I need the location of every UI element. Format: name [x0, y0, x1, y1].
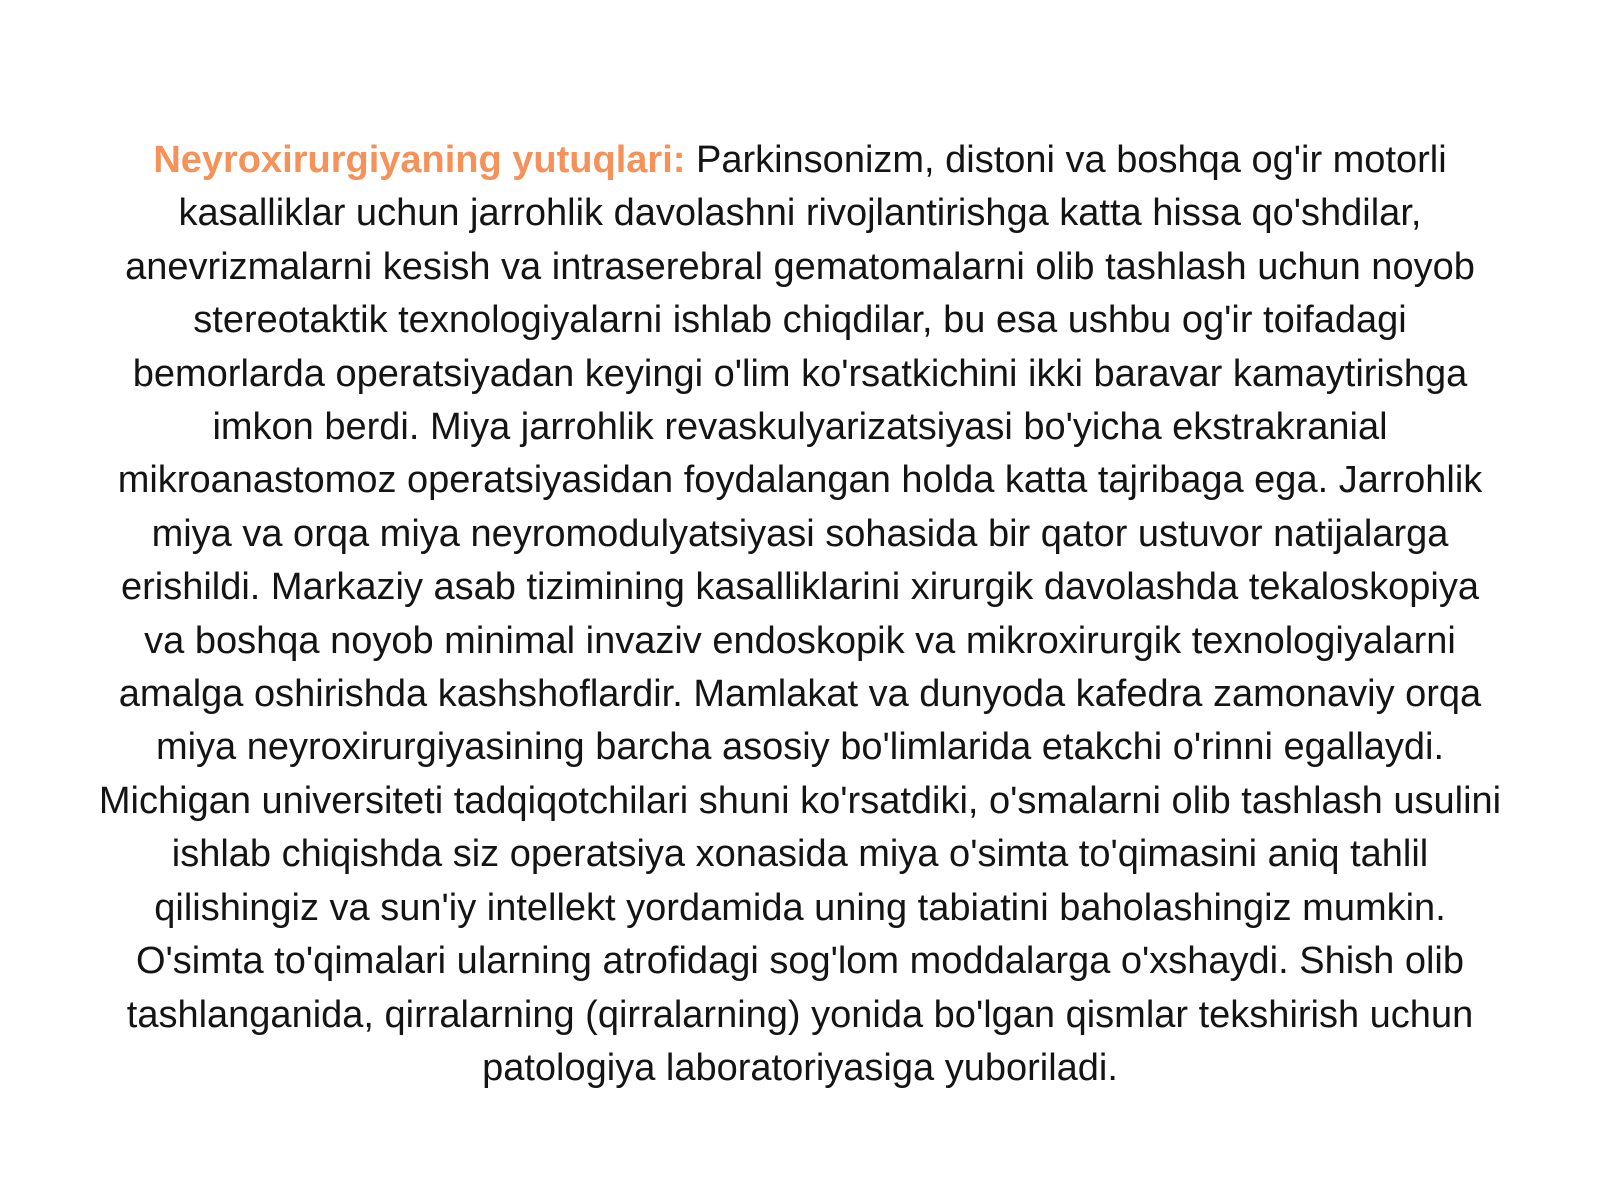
- lead-label: Neyroxirurgiyaning yutuqlari:: [153, 139, 686, 181]
- body-text: Parkinsonizm, distoni va boshqa og'ir motorli kasalliklar uchun jarrohlik davolashni rivojlantirishga katta hissa qo'shdilar, anevrizmalarni kesish va intraserebral gematomalarni olib tashlash uchun noyob stereotaktik texnologiyalarni ishlab chiqdilar, bu esa ushbu og'ir toifadagi bemorlarda operatsiyadan keyingi o'lim ko'rsatkichini ikki baravar kamaytirishga imkon berdi. Miya jarrohlik revaskulyarizatsiyasi bo'yicha ekstrakranial mikroanastomoz operatsiyasidan foydalangan holda katta tajribaga ega. Jarrohlik miya va orqa miya neyromodulyatsiyasi sohasida bir qator ustuvor natijalarga erishildi. Markaziy asab tizimining kasalliklarini xirurgik davolashda tekaloskopiya va boshqa noyob minimal invaziv endoskopik va mikroxirurgik texnologiyalarni amalga oshirishda kashshoflardir. Mamlakat va dunyoda kafedra zamonaviy orqa miya neyroxirurgiyasining barcha asosiy bo'limlarida etakchi o'rinni egallaydi. Michigan universiteti tadqiqotchilari shuni ko'rsatdiki, o'smalarni olib tashlash usulini ishlab chiqishda siz operatsiya xonasida miya o'simta to'qimasini aniq tahlil qilishingiz va sun'iy intellekt yordamida uning tabiatini baholashingiz mumkin. O'simta to'qimalari ularning atrofidagi sog'lom moddalarga o'xshaydi. Shish olib tashlanganida, qirralarning (qirralarning) yonida bo'lgan qismlar tekshirish uchun patologiya laboratoriyasiga yuboriladi.: [98, 139, 1502, 1089]
- body-paragraph: [96, 134, 1504, 1095]
